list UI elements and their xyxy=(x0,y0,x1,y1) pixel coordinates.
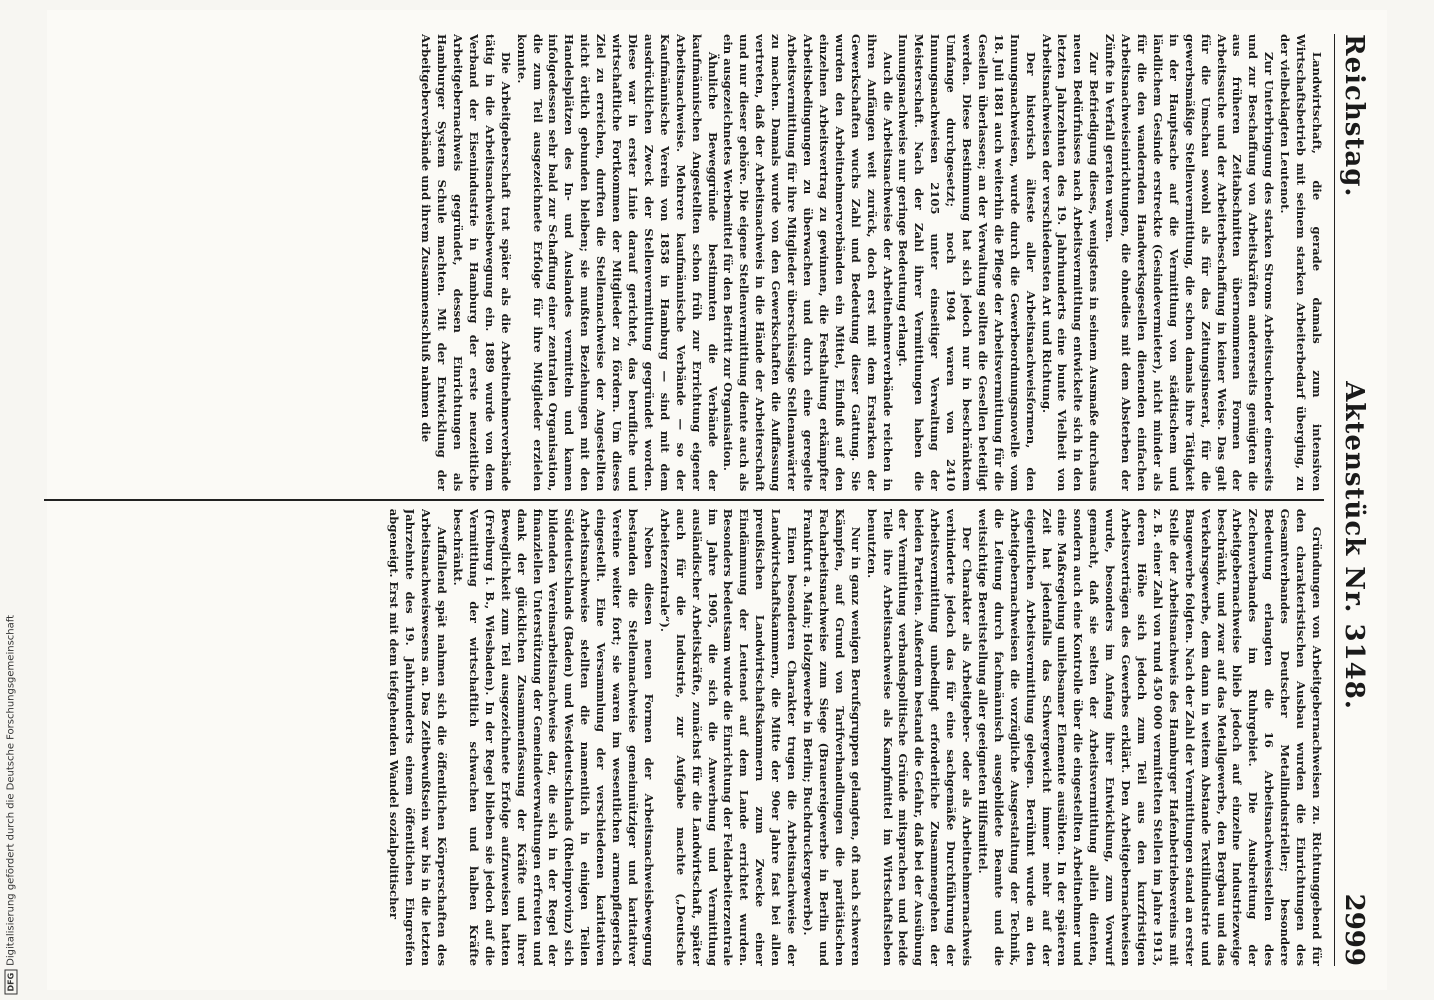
paragraph: Auffallend spät nahmen sich die öffentlichen Körperschaften des Arbeitsnachweiswesens an. Das Zeitbewußtsein war bis in die letzten Jahrzehnte des 19. Jahrhunderts einem öffentlichen Eingreifen abgeneigt. Erst mit dem tiefgehenden Wandel sozialpolitischer xyxy=(387,508,450,967)
paragraph: Landwirtschaft, die gerade damals zum intensiven Wirtschaftsbetrieb mit seinem starken Arbeiterbedarf überging, zu der vielbeklagten Leutenot. xyxy=(1278,34,1324,492)
header-title: Aktenstück Nr. 3148. xyxy=(1339,381,1369,710)
paragraph: Zur Unterbringung des starken Stroms Arbeitsuchender einerseits und zur Beschaffung von Arbeitskräften andererseits genügten die aus früheren Zeitabschnitten übernommenen Formen der Arbeitssuche und der Arbeiterbeschaffung in keiner Weise. Das galt für die Umschau sowohl als für das Zeitungsinserat, für die gewerbsmäßige Stellenvermittlung, die schon damals ihre Tätigkeit in der Hauptsache auf die Vermittlung von städtischem und ländlichem Gesinde erstreckte (Gesindevermieter), nicht minder als für die den wandernden Handwerksgesellen dienenden einfachen Arbeitsnachweiseinrichtungen, die ohnedies mit dem Absterben der Zünfte in Verfall geraten waren. xyxy=(1103,34,1277,492)
dfg-logo-icon: DFG xyxy=(5,970,18,995)
column-right xyxy=(44,509,1324,966)
paragraph: Auch die Arbeitsnachweise der Arbeitnehmerverbände reichen in ihren Anfängen weit zurück, doch erst mit dem Erstarken der Gewerkschaften wuchs Zahl und Bedeutung dieser Gattung. Sie wurden den Arbeitnehmerverbänden ein Mittel, Einfluß auf den einzelnen Arbeitsvertrag zu gewinnen, die Festhaltung erkämpfter Arbeitsbedingungen zu überwachen und durch eine geregelte Arbeitsvermittlung für ihre Mitglieder überschüssige Stellenanwärter zu machen. Damals wurde von den Gewerkschaften die Auffassung vertreten, daß der Arbeitsnachweis in die Hände der Arbeiterschaft und nur dieser gehöre. Die eigene Stellenvermittlung diente auch als ein ausgezeichnetes Werbemittel für den Beitritt zur Organisation. xyxy=(721,34,895,492)
page-header xyxy=(1334,34,1369,966)
paragraph: Nur in ganz wenigen Berufsgruppen gelangten, oft nach schweren Kämpfen, auf Grund von Tarifverhandlungen die paritätischen Facharbeitsnachweise zum Siege (Brauereigewerbe in Berlin und Frankfurt a. Main; Holzgewerbe in Berlin; Buchdruckergewerbe). xyxy=(801,508,863,967)
paragraph: Gründungen von Arbeitgebernachweisen zu. Richtunggebend für den charakteristischen Ausbau wurden die Einrichtungen des Gesamtverbandes Deutscher Metallindustrieller; besondere Bedeutung erlangten die 16 Arbeitsnachweisstellen des Zechenverbandes im Ruhrgebiet. Die Ausbreitung der Arbeitgebernachweise blieb jedoch auf einzelne Industriezweige beschränkt, und zwar auf das Metallgewerbe, den Bergbau und das Verkehrsgewerbe, dem dann in weitem Abstande Textilindustrie und Baugewerbe folgten. Nach der Zahl der Vermittlungen stand an erster Stelle der Arbeitsnachweis des Hamburger Hafenbetriebsvereins mit z. B. einer Zahl von rund 450 000 vermittelten Stellen im Jahre 1913, deren Höhe sich jedoch zum Teil aus den kurzfristigen Arbeitsverträgen des Gewerbes erklärt. Den Arbeitgebernachweisen wurde, besonders im Anfang ihrer Entwicklung, zum Vorwurf gemacht, daß sie selten der Arbeitsvermittlung allein dienten, sondern auch eine Kontrolle über die eingestellten Arbeitnehmer und eine Maßregelung unliebsamer Elemente ausübten. In der späteren Zeit hat jedenfalls das Schwergewicht immer mehr auf der eigentlichen Arbeitsvermittlung gelegen. Berühmt wurde an den Arbeitgebernachweisen die vorzügliche Ausgestaltung der Technik, die Leitung durch fachmännisch ausgebildete Beamte und die weitsichtige Bereitstellung aller geeigneten Hilfsmittel. xyxy=(975,508,1324,967)
column-left xyxy=(44,34,1324,491)
text-columns xyxy=(44,34,1324,966)
paragraph: Der Charakter als Arbeitgeber- oder als Arbeitnehmernachweis verhinderte jedoch das für eine sachgemäße Durchführung der Arbeitsvermittlung unbedingt erforderliche Zusammengehen der beiden Parteien. Außerdem bestand die Gefahr, daß bei der Ausübung der Vermittlung verbandspolitische Gründe mitsprachen und beide Teile ihre Arbeitsnachweise als Kampfmittel im Wirtschaftsleben benutzten. xyxy=(864,508,975,967)
paragraph: Die Arbeitgeberschaft trat später als die Arbeitnehmerverbände tätig in die Arbeitsnachweisbewegung ein. 1889 wurde von dem Verband der Eisenindustrie in Hamburg der erste neuzeitliche Arbeitgebernachweis gegründet, dessen Einrichtungen als Hamburger System Schule machten. Mit der Entwicklung der Arbeitgeberverbände und ihrem Zusammenschluß nahmen die xyxy=(419,34,513,492)
paragraph: Ähnliche Beweggründe bestimmten die Verbände der kaufmännischen Angestellten schon früh zur Errichtung eigener Arbeitsnachweise. Mehrere kaufmännische Verbände — so der Kaufmännische Verein von 1858 in Hamburg — sind mit dem ausdrücklichen Zweck der Stellenvermittlung gegründet worden. Diese war in erster Linie darauf gerichtet, das berufliche und wirtschaftliche Fortkommen der Mitglieder zu fördern. Um dieses Ziel zu erreichen, durften die Stellennachweise der Angestellten nicht örtlich gebunden bleiben; sie mußten Beziehungen mit den Handelsplätzen des In- und Auslandes vermitteln und kamen infolgedessen sehr bald zur Schaffung einer zentralen Organisation, die zum Teil ausgezeichnete Erfolge für ihre Mitglieder erzielen konnte. xyxy=(514,34,720,492)
header-left: Reichstag. xyxy=(1339,34,1369,198)
column-divider xyxy=(44,499,1324,500)
paragraph: Einen besonderen Charakter trugen die Arbeitsnachweise der Landwirtschaftskammern, die Mitte der 90er Jahre fast bei allen preußischen Landwirtschaftskammern zum Zwecke einer Eindämmung der Leutenot auf dem Lande errichtet wurden. Besonders bedeutsam wurde die Einrichtung der Feldarbeiterzentrale im Jahre 1905, die sich die Anwerbung und Vermittlung ausländischer Arbeitskräfte, zunächst für die Landwirtschaft, später auch für die Industrie, zur Aufgabe machte („Deutsche Arbeiterzentrale“). xyxy=(657,508,800,967)
digitization-credit xyxy=(4,40,18,990)
document-page xyxy=(47,10,1387,990)
paragraph: Der historisch älteste aller Arbeitsnachweisformen, den Innungsnachweisen, wurde durch die Gewerbeordnungsnovelle vom 18. Juli 1881 auch weiterhin die Pflege der Arbeitsvermittlung für die Gesellen überlassen; an der Verwaltung sollten die Gesellen beteiligt werden. Diese Bestimmung hat sich jedoch nur in beschränktem Umfange durchgesetzt; noch 1904 waren von 2410 Innungsnachweisen 2105 unter einseitiger Verwaltung der Meisterschaft. Nach der Zahl ihrer Vermittlungen haben die Innungsnachweise nur geringe Bedeutung erlangt. xyxy=(896,34,1038,492)
credit-text: Digitalisierung gefördert durch die Deutsche Forschungsgemeinschaft xyxy=(5,614,17,966)
paragraph: Zur Befriedigung dieses, wenigstens in seinem Ausmaße durchaus neuen Bedürfnisses nach Arbeitsvermittlung entwickelte sich in den letzten Jahrzehnten des 19. Jahrhunderts eine bunte Vielheit von Arbeitsnachweisen der verschiedensten Art und Richtung. xyxy=(1039,34,1102,492)
paragraph: Neben diesen neuen Formen der Arbeitsnachweisbewegung bestanden die Stellennachweise gemeinnütziger und karitativer Vereine weiter fort; sie waren im wesentlichen armenpflegerisch eingestellt. Eine Versammlung der verschiedenen karitativen Arbeitsnachweise stellten die namentlich in einigen Teilen Süddeutschlands (Baden) und Westdeutschlands (Rheinprovinz) sich bildenden Vereinsarbeitsnachweise dar, die sich in der Regel der finanziellen Unterstützung der Gemeindeverwaltungen erfreuten und dank der glücklichen Zusammenfassung der Kräfte und ihrer Beweglichkeit zum Teil ausgezeichnete Erfolge aufzuweisen hatten (Freiburg i. B., Wiesbaden). In der Regel blieben sie jedoch auf die Vermittlung der wirtschaftlich schwachen und halben Kräfte beschränkt. xyxy=(451,508,656,967)
page-number: 2999 xyxy=(1339,893,1369,966)
